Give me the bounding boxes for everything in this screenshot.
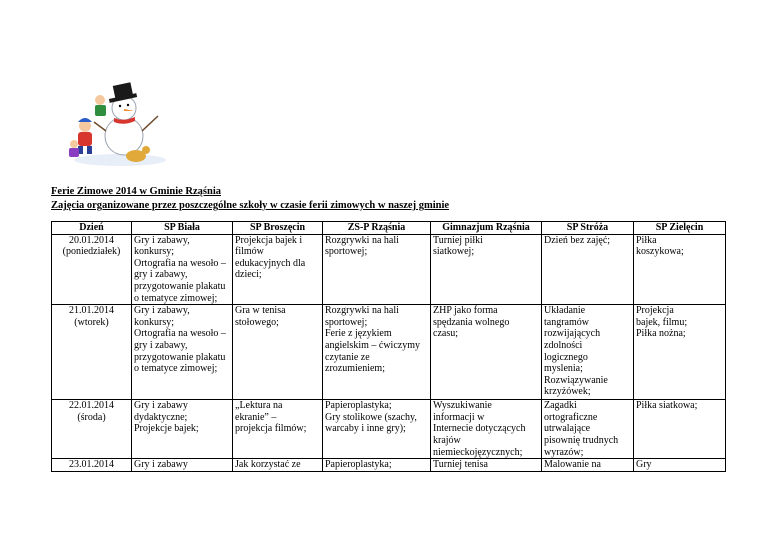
table-cell xyxy=(323,459,431,472)
cell-text: Projekcja bajek i filmów edukacyjnych dla dzieci; xyxy=(235,234,306,281)
column-header-sp-biala: SP Biała xyxy=(132,222,233,235)
day-cell xyxy=(52,459,132,472)
cell-text: Układanie tangramów rozwijających zdolności logicznego myslenia; Rozwiązywanie krzyżówek; xyxy=(544,305,608,398)
table-cell xyxy=(542,305,634,400)
cell-text: Gry xyxy=(636,459,652,471)
cell-text: Gry i zabawy xyxy=(134,459,188,471)
column-header-day: Dzień xyxy=(52,222,132,235)
table-cell xyxy=(634,400,726,459)
table-row xyxy=(52,459,726,472)
table-cell xyxy=(233,305,323,400)
column-header-sp-zielecin: SP Zielęcin xyxy=(634,222,726,235)
cell-text: Rozgrywki na hali sportowej; Ferie z językiem angielskim – ćwiczymy czytanie ze zrozumieniem; xyxy=(325,305,420,375)
column-header-sp-stroza: SP Stróża xyxy=(542,222,634,235)
cell-text: ZHP jako forma spędzania wolnego czasu; xyxy=(433,305,510,340)
cell-text: Piłka koszykowa; xyxy=(636,234,684,258)
child-left-body xyxy=(78,132,92,146)
cell-text: Malowanie na xyxy=(544,459,601,471)
cell-text: Papieroplastyka; xyxy=(325,459,392,471)
table-cell xyxy=(323,234,431,305)
day-text: 23.01.2014 xyxy=(69,459,114,471)
table-cell xyxy=(431,305,542,400)
table-cell xyxy=(323,305,431,400)
cell-text: Gra w tenisa stołowego; xyxy=(235,305,286,328)
cell-text: Wyszukiwanie informacji w Internecie dotyczących krajów niemieckojęzycznych; xyxy=(433,400,526,458)
table-cell xyxy=(233,400,323,459)
page-title: Ferie Zimowe 2014 w Gminie Rząśnia xyxy=(51,186,222,197)
page-subtitle: Zajęcia organizowane przez poszczególne szkoły w czasie ferii zimowych w naszej gminie xyxy=(51,200,450,211)
table-cell xyxy=(132,459,233,472)
header-row xyxy=(52,222,726,235)
child-top-head xyxy=(95,95,105,105)
cell-text: Gry i zabawy dydaktyczne; Projekcje bajek; xyxy=(134,400,199,435)
table-cell xyxy=(542,400,634,459)
table-cell xyxy=(233,234,323,305)
cell-text: Zagadki ortograficzne utrwalające pisownię trudnych wyrazów; xyxy=(544,400,619,458)
schedule-table xyxy=(51,221,726,472)
cell-text: Projekcja bajek, filmu; Piłka nożna; xyxy=(636,305,688,340)
day-text: 22.01.2014 (środa) xyxy=(69,400,114,423)
cell-text: Jak korzystać ze xyxy=(235,459,301,471)
column-header-sp-broszecin: SP Broszęcin xyxy=(233,222,323,235)
table-cell xyxy=(132,234,233,305)
snowman-children-illustration xyxy=(62,76,168,168)
day-cell xyxy=(52,234,132,305)
table-row xyxy=(52,400,726,459)
day-text: 21.01.2014 (wtorek) xyxy=(69,305,114,328)
table-cell xyxy=(634,459,726,472)
snow-ground xyxy=(74,154,166,166)
cell-text: Dzień bez zajęć; xyxy=(544,234,611,246)
cell-text: „Lektura na ekranie” – projekcja filmów; xyxy=(235,400,307,435)
table-cell xyxy=(431,459,542,472)
day-cell xyxy=(52,305,132,400)
table-cell xyxy=(233,459,323,472)
cell-text: Turniej tenisa xyxy=(433,459,488,471)
cell-text: Rozgrywki na hali sportowej; xyxy=(325,234,399,258)
table-cell xyxy=(323,400,431,459)
day-cell xyxy=(52,400,132,459)
cell-text: Turniej piłki siatkowej; xyxy=(433,234,483,258)
table-cell xyxy=(132,400,233,459)
table-row xyxy=(52,305,726,400)
table-cell xyxy=(132,305,233,400)
table-cell xyxy=(431,234,542,305)
column-header-zsp-rzasnia: ZS-P Rząśnia xyxy=(323,222,431,235)
table-cell xyxy=(431,400,542,459)
column-header-gimnazjum-rzasnia: Gimnazjum Rząśnia xyxy=(431,222,542,235)
cell-text: Piłka siatkowa; xyxy=(636,400,698,412)
cell-text: Gry i zabawy, konkursy; Ortografia na wesoło – gry i zabawy, przygotowanie plakatu o tematyce zimowej; xyxy=(134,234,226,304)
table-cell xyxy=(634,305,726,400)
table-row xyxy=(52,234,726,305)
cell-text: Gry i zabawy, konkursy; Ortografia na wesoło – gry i zabawy, przygotowanie plakatu o tematyce zimowej; xyxy=(134,305,226,375)
day-text: 20.01.2014 (poniedziałek) xyxy=(62,234,121,258)
table-cell xyxy=(542,459,634,472)
cell-text: Papieroplastyka; Gry stolikowe (szachy, warcaby i inne gry); xyxy=(325,400,417,435)
table-cell xyxy=(542,234,634,305)
table-cell xyxy=(634,234,726,305)
